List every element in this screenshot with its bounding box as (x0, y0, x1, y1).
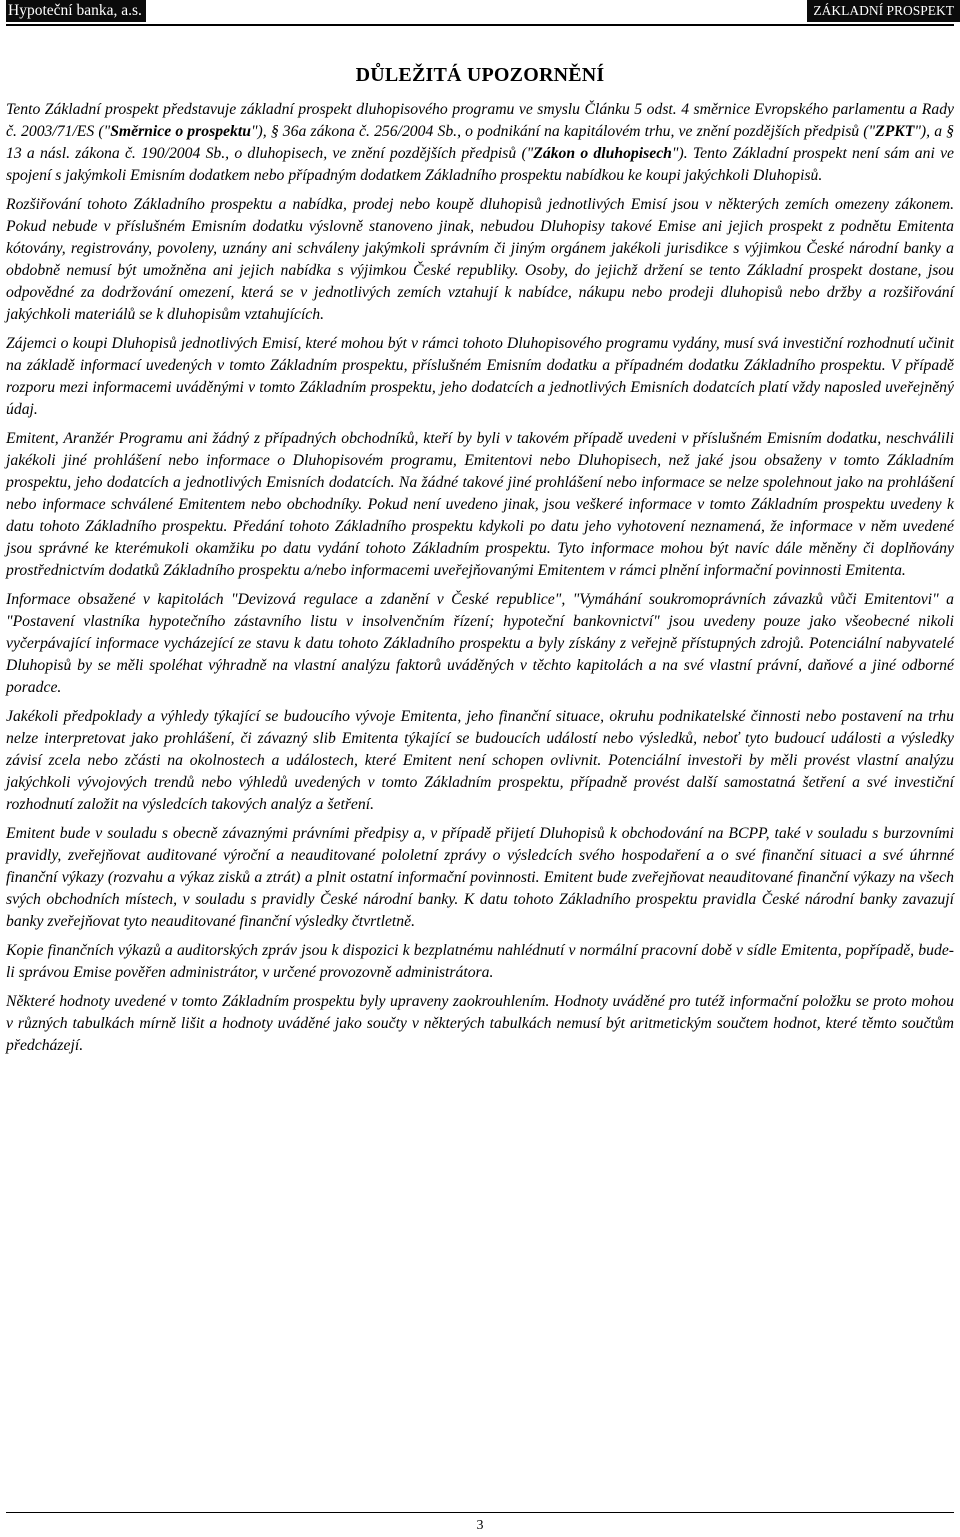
paragraph-intro-part-d: "). Tento Základní prospekt není sám ani ve spojení s jakýmkoli Emisním dodatkem nebo případným dodatkem Základního prospektu nabídkou ke koupi jakýchkoli Dluhopisů. (6, 145, 955, 184)
page-title: DŮLEŽITÁ UPOZORNĚNÍ (355, 64, 605, 86)
paragraph-forecasts: Jakékoli předpoklady a výhledy týkající se budoucího vývoje Emitenta, jeho finanční situace, okruhu podnikatelské činnosti nebo postavení na trhu nelze interpretovat jako prohlášení, či závazný slib Emitenta týkající se budoucích událostí nebo výsledků, neboť tyto budoucí události a výsledky závisí zcela nebo zčásti na okolnostech a událostech, které Emitent není schopen ovlivnit. Potenciální investoři by měli provést vlastní analýzu jakýchkoli vývojových trendů nebo výhledů uvedených v tomto Základním prospektu, případně provést další samostatná šetření a své investiční rozhodnutí založit na výsledcích takových analýz a šetření. (6, 708, 954, 813)
page-number: 3 (476, 1518, 484, 1533)
page-header (0, 0, 960, 22)
paragraph-emitent: Emitent, Aranžér Programu ani žádný z případných obchodníků, kteří by byli v takovém případě uvedeni v příslušném Emisním dodatku, neschválili jakékoli jiné prohlášení nebo informace o Dluhopisovém programu, Emitentovi nebo Dluhopisech, než jaké jsou obsaženy v tomto Základním prospektu, jeho dodatcích a jednotlivých Emisních dodatcích. Na žádné takové jiné prohlášení nebo informace se nelze spolehnout jako na prohlášení nebo informace schválené Emitentem nebo obchodníky. Pokud není uvedeno jinak, jsou veškeré informace v tomto Základním prospektu uvedeny k datu tohoto Základního prospektu. Předání tohoto Základního prospektu kdykoli po datu jeho vyhotovení neznamená, že informace v něm uvedené jsou správné ke kterémukoli okamžiku po datu vydání tohoto Základním prospektu. Tyto informace mohou být navíc dále měněny či doplňovány prostřednictvím dodatků Základního prospektu a/nebo informacemi uveřejňovanými Emitentem v rámci plnění informační povinnosti Emitenta. (6, 430, 954, 579)
paragraph-intro (6, 99, 954, 187)
paragraph-intro-part-a: Tento Základní prospekt představuje základní prospekt dluhopisového programu ve smyslu Článku 5 odst. 4 směrnice Evropského parlamentu a Rady č. 2003/71/ES (" (6, 101, 954, 140)
header-document-type: ZÁKLADNÍ PROSPEKT (807, 0, 960, 22)
header-bank-name: Hypoteční banka, a.s. (6, 0, 146, 22)
defined-term-zakon: Zákon o dluhopisech (533, 145, 672, 162)
header-divider (6, 24, 954, 26)
defined-term-smernice: Směrnice o prospektu (110, 123, 251, 140)
paragraph-intro-part-b: "), § 36a zákona č. 256/2004 Sb., o podnikání na kapitálovém trhu, ve znění pozdějších předpisů (" (250, 123, 876, 140)
paragraph-rounding: Některé hodnoty uvedené v tomto Základním prospektu byly upraveny zaokrouhlením. Hodnoty uváděné pro tutéž informační položku se proto mohou v různých tabulkách mírně lišit a hodnoty uváděné jako součty v některých tabulkách nemusí být aritmetickým součtem hodnot, které těmto součtům předcházejí. (6, 993, 954, 1054)
paragraph-distribution: Rozšiřování tohoto Základního prospektu a nabídka, prodej nebo koupě dluhopisů jednotlivých Emisí jsou v některých zemích omezeny zákonem. Pokud nebude v příslušném Emisním dodatku výslovně stanoveno jinak, nebudou Dluhopisy takové Emise ani jejich prospekt z podnětu Emitenta kótovány, registrovány, povoleny, uznány ani schváleny jakýmkoli správním či jiným orgánem jakékoli jurisdikce s výjimkou České národní banky a obdobně nemusí být umožněna ani jejich nabídka s výjimkou České republiky. Osoby, do jejichž držení se tento Základní prospekt dostane, jsou odpovědné za dodržování omezení, která se v jednotlivých zemích vztahují k nabídce, nákupu nebo prodeji dluhopisů nebo držby a rozšiřování jakýchkoli materiálů se k dluhopisům vztahujících. (6, 196, 954, 323)
paragraph-investors: Zájemci o koupi Dluhopisů jednotlivých Emisí, které mohou být v rámci tohoto Dluhopisového programu vydány, musí svá investiční rozhodnutí učinit na základě informací uvedených v tomto Základním prospektu, příslušném Emisním dodatku a případném dodatku Základního prospektu. V případě rozporu mezi informacemi uváděnými v tomto Základním prospektu, jeho dodatcích a jednotlivých Emisních dodatcích platí vždy naposled uveřejněný údaj. (6, 335, 954, 418)
paragraph-information: Informace obsažené v kapitolách "Devizová regulace a zdanění v České republice", "Vymáhání soukromoprávních závazků vůči Emitentovi" a "Postavení vlastníka hypotečního zástavního listu v insolvenčním řízení; hypoteční bankovnictví" jsou uvedeny pouze jako všeobecné nikoli vyčerpávající informace vycházející ze stavu k datu tohoto Základního prospektu a byly získány z veřejně přístupných zdrojů. Potenciální nabyvatelé Dluhopisů by se měli spoléhat výhradně na vlastní analýzu faktorů uváděných v těchto kapitolách a na své vlastní právní, daňové a jiné odborné poradce. (6, 591, 954, 696)
paragraph-reporting: Emitent bude v souladu s obecně závaznými právními předpisy a, v případě přijetí Dluhopisů k obchodování na BCPP, také v souladu s burzovními pravidly, zveřejňovat auditované výroční a neauditované pololetní zprávy o výsledcích svého hospodaření a o své finanční situaci a své úhrnné finanční výkazy (rozvahu a výkaz zisků a ztrát) a plnit ostatní informační povinnosti. Emitent bude zveřejňovat neauditované finanční výkazy na všech svých obchodních místech, v souladu s pravidly České národní banky. K datu tohoto Základního prospektu pravidla České národní banky zavazují banky zveřejňovat tyto neauditované finanční výsledky čtvrtletně. (6, 825, 954, 930)
paragraph-intro-part-c: "), a § 13 a násl. zákona č. 190/2004 Sb., o dluhopisech, ve znění pozdějších předpisů (" (6, 123, 955, 162)
document-body (6, 99, 954, 1064)
paragraph-copies: Kopie finančních výkazů a auditorských zpráv jsou k dispozici k bezplatnému nahlédnutí v normální pracovní době v sídle Emitenta, popřípadě, bude-li správou Emise pověřen administrátor, v určené provozovně administrátora. (6, 942, 954, 981)
defined-term-zpkt: ZPKT (875, 123, 915, 140)
footer-divider (6, 1512, 954, 1513)
